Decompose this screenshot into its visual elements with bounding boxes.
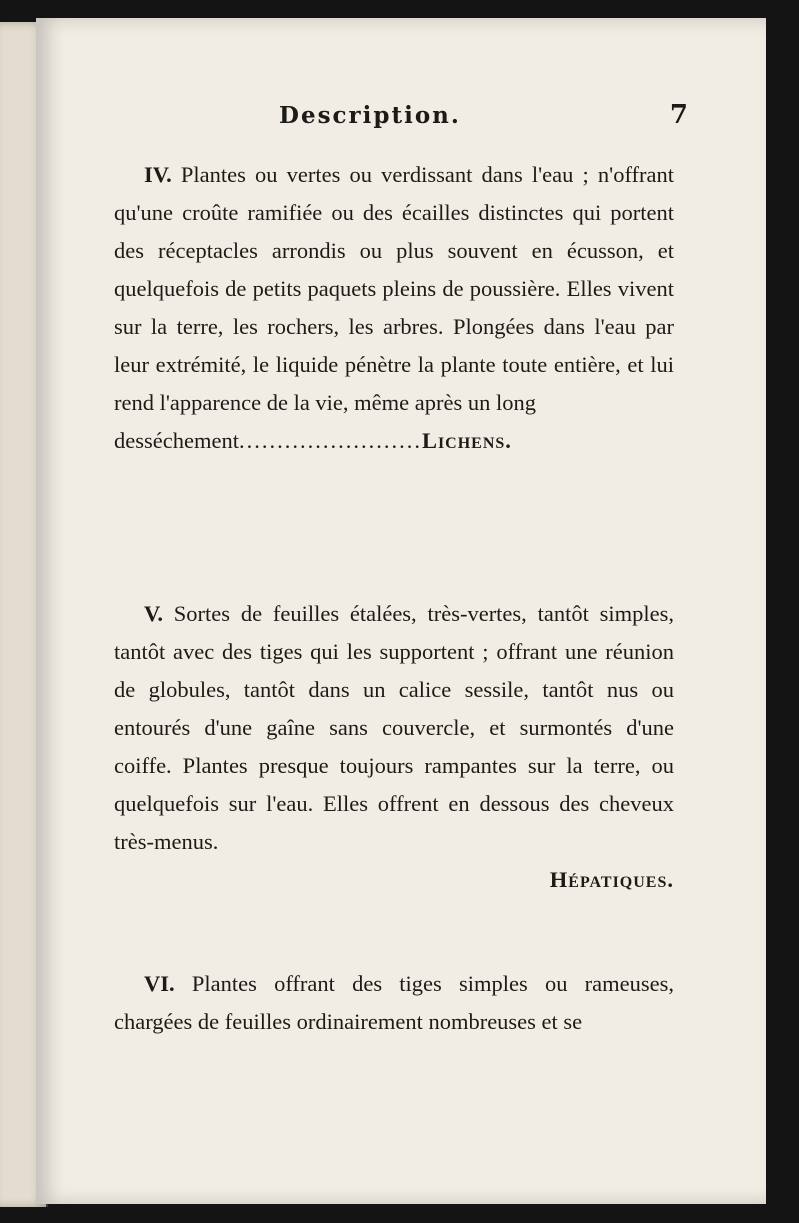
running-title: Description. [279,102,461,129]
section-numeral: V. [144,601,163,626]
term-hepatiques: Hépatiques. [549,867,674,892]
section-text: Plantes ou vertes ou verdissant dans l'eau ; n'offrant qu'une croûte ramifiée ou des écailles distinctes qui portent des réceptacles arrondis ou plus souvent en écusson, et quelquefois de petits paquets pleins de poussière. Elles vivent sur la terre, les rochers, les arbres. Plongées dans l'eau par leur extrémité, le liquide pénètre la plante toute entière, et lui rend l'apparence de la vie, même après un long [114,162,675,415]
page-number: 7 [669,100,688,130]
section-numeral: IV. [144,162,172,187]
page-header [279,102,688,142]
section-vi [114,965,674,1041]
term-lichens: Lichens. [421,428,512,453]
leader-dots: ........................ [238,428,422,453]
section-v [114,595,674,899]
section-iv [114,156,674,460]
section-numeral: VI. [144,971,175,996]
section-text: Plantes offrant des tiges simples ou rameuses, chargées de feuilles ordinairement nombreuses et se [114,971,675,1034]
last-word: desséchement [114,428,239,453]
section-text: Sortes de feuilles étalées, très-vertes, tantôt simples, tantôt avec des tiges qui les supportent ; offrant une réunion de globules, tantôt dans un calice sessile, tantôt nus ou entourés d'une gaîne sans couvercle, et surmontés d'une coiffe. Plantes presque toujours rampantes sur la terre, ou quelquefois sur l'eau. Elles offrent en dessous des cheveux très-menus. [114,601,674,854]
section-last-line [114,422,674,460]
page [36,18,766,1204]
